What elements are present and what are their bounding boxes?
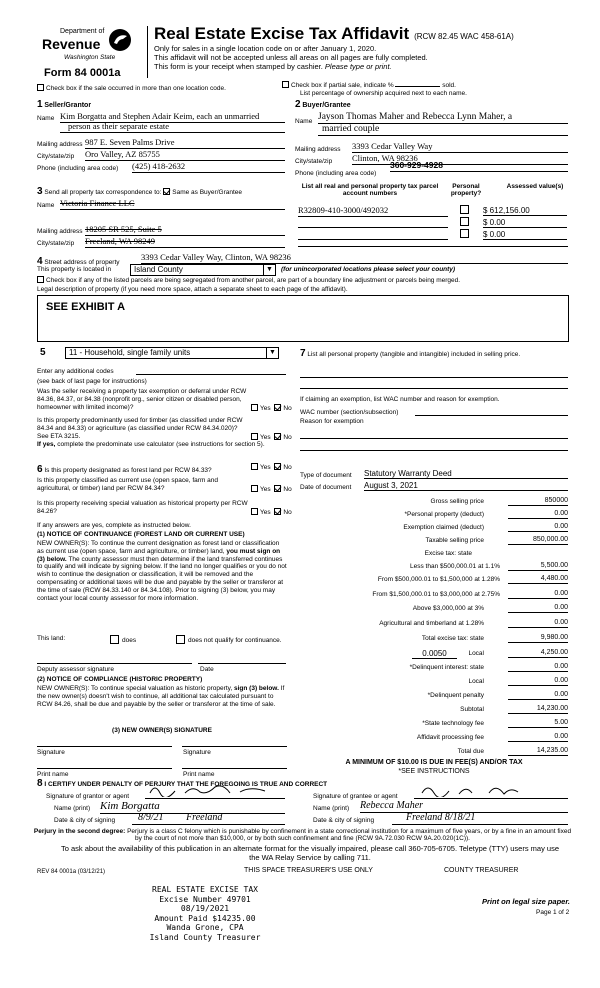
parcel-number-1[interactable]: R32809-410-3000/492032 (298, 206, 448, 217)
bracket1-label: Less than $500,000.01 at 1.1% (410, 563, 500, 570)
county-note: (for unincorporated locations please select your county) (281, 266, 456, 273)
corr-name[interactable]: Victoria Finance LLC (60, 199, 285, 210)
checkbox[interactable] (37, 84, 44, 91)
no-checkbox[interactable] (274, 433, 281, 440)
excise-state-label: Excise tax: state (424, 550, 472, 557)
taxable-label: Taxable selling price (425, 537, 484, 544)
personal-checkbox-1[interactable] (460, 205, 469, 214)
legal-description-box[interactable] (37, 295, 569, 342)
personal-col-header: Personal property? (450, 183, 482, 198)
q-exempt-answer[interactable]: Yes No (251, 404, 292, 412)
form-rcw: (RCW 82.45 WAC 458-61A) (414, 32, 514, 41)
buyer-name-label: Name (295, 118, 313, 125)
section7-heading: 7 List all personal property (tangible and intangible) included in selling price. (300, 348, 521, 359)
ag-value[interactable]: 0.00 (508, 619, 568, 628)
treasurer-stamp: REAL ESTATE EXCISE TAX Excise Number 49701 08/19/2021 Amount Paid $14235.00 Wanda Grone, CPA Island County Treasurer (149, 885, 261, 942)
bracket2-label: From $500,000.01 to $1,500,000 at 1.28% (377, 576, 500, 583)
revenue-logo-icon (108, 28, 132, 52)
seller-heading: 1 Seller/Grantor (37, 99, 92, 110)
grantor-sig-label: Signature of grantor or agent (46, 793, 130, 800)
doc-type-label: Type of document (300, 472, 352, 479)
form-number: Form 84 0001a (44, 67, 121, 79)
buyer-mailing-label: Mailing address (295, 146, 341, 153)
taxable-value[interactable]: 850,000.00 (508, 536, 568, 545)
multi-location-check[interactable]: Check box if the sale occurred in more than one location code. (37, 84, 226, 92)
exemption-label: Exemption claimed (deduct) (403, 524, 484, 531)
deputy-date-label: Date (200, 666, 214, 673)
header-note1: Only for sales in a single location code on or after January 1, 2020. (154, 44, 377, 53)
corr-city[interactable]: Freeland, WA 98249 (85, 237, 285, 248)
correspondence-heading: 3 Send all property tax correspondence to: Same as Buyer/Grantee (37, 186, 242, 197)
seller-city-label: City/state/zip (37, 153, 75, 160)
seller-phone-label: Phone (including area code) (37, 165, 119, 172)
doc-type[interactable]: Statutory Warranty Deed (364, 469, 568, 479)
grantee-signature-scribble (414, 783, 568, 797)
local-rate[interactable]: 0.0050 (412, 649, 457, 659)
seller-city[interactable]: Oro Valley, AZ 85755 (85, 150, 285, 161)
grantee-date-label: Date & city of signing (313, 817, 375, 824)
deputy-sig-label: Deputy assessor signature (37, 666, 114, 673)
if-any-note: If any answers are yes, complete as instructed below. (37, 522, 191, 529)
owner-sig-label-2: Signature (183, 749, 211, 756)
q-timber: Is this property predominantly used for timber (as classified under RCW 84.34 and 84.33) or agriculture (as classified under RCW 84.34.020)? See ETA 3215. (37, 417, 243, 440)
street-label: 4 Street address of property (37, 256, 120, 267)
chevron-down-icon[interactable]: ▼ (266, 348, 278, 358)
grantor-name[interactable]: Kim Borgatta (100, 800, 285, 814)
county-treasurer: COUNTY TREASURER (444, 867, 519, 874)
section5-num: 5 (40, 347, 46, 358)
reason-label: Reason for exemption (300, 418, 364, 425)
gross-value[interactable]: 850000 (508, 497, 568, 506)
bracket1-value[interactable]: 5,500.00 (508, 562, 568, 571)
yes-checkbox[interactable] (251, 433, 258, 440)
notice2-title: (2) NOTICE OF COMPLIANCE (HISTORIC PROPERTY) (37, 676, 203, 683)
q-historic: Is this property receiving special valuation as historical property per RCW 84.26? (37, 500, 248, 515)
treasurer-use: THIS SPACE TREASURER'S USE ONLY (244, 867, 373, 874)
total-due-label: Total due (457, 748, 484, 755)
buyer-city[interactable]: Clinton, WA 98236 (352, 154, 568, 165)
yes-checkbox[interactable] (251, 463, 258, 470)
local-value[interactable]: 4,250.00 (508, 649, 568, 658)
delinq-local-value[interactable]: 0.00 (508, 677, 568, 686)
delinq-state-value[interactable]: 0.00 (508, 663, 568, 672)
form-title-row (154, 24, 514, 44)
total-state-value[interactable]: 9,980.00 (508, 634, 568, 643)
section8-heading: 8 I CERTIFY UNDER PENALTY OF PERJURY THAT THE FOREGOING IS TRUE AND CORRECT (37, 778, 328, 789)
delinq-state-label: *Delinquent interest: state (409, 664, 484, 671)
parcel-number-2[interactable] (298, 218, 448, 228)
new-owner-sig-heading: (3) NEW OWNER(S) SIGNATURE (112, 727, 212, 734)
buyer-name-line1[interactable]: Jayson Thomas Maher and Rebecca Lynn Maher, a (318, 112, 568, 124)
grantor-date-city[interactable]: 8/9/21 Freeland (132, 812, 285, 825)
grantor-date-label: Date & city of signing (54, 817, 116, 824)
dept-line3: Washington State (64, 54, 116, 61)
yes-checkbox[interactable] (251, 485, 258, 492)
gross-label: Gross selling price (430, 498, 484, 505)
q-forest: 6 Is this property designated as forest land per RCW 84.33? (37, 464, 212, 475)
no-checkbox[interactable] (274, 404, 281, 411)
partial-sale-check[interactable]: Check box if partial sale, indicate % sold. (282, 81, 456, 89)
chevron-down-icon[interactable]: ▼ (263, 265, 275, 275)
owner-print-label-2: Print name (183, 771, 215, 778)
bracket4-value[interactable]: 0.00 (508, 604, 568, 613)
no-checkbox[interactable] (274, 485, 281, 492)
does-not-option[interactable]: does not qualify for continuance. (176, 635, 286, 644)
seller-mailing[interactable]: 987 E. Seven Palms Drive (85, 138, 285, 149)
form-title: Real Estate Excise Tax Affidavit (154, 24, 410, 43)
ownership-note: List percentage of ownership acquired next to each name. (300, 90, 467, 97)
q-historic-answer[interactable]: Yes No (251, 508, 292, 516)
penalty-label: *Delinquent penalty (427, 692, 484, 699)
notice1-body: NEW OWNER(S): To continue the current designation as forest land or classification as current use (open space, farm and agriculture, or timber) land, you must sign on (3) below. The county assessor must then determine if the land transferred continues to qualify and will indicate by signing below. If the land no longer qualifies or you do not wish to continue the designation or classification, it will be removed and the compensating or additional taxes will be due and payable by the seller or transferor at the time of sale (RCW 84.33.140 or 84.34.108). Prior to signing (3) below, you may contact your local county assessor for more information. (37, 540, 287, 602)
personal-value[interactable]: 0.00 (508, 510, 568, 519)
header-note3: This form is your receipt when stamped by cashier. Please type or print. (154, 62, 392, 71)
assessed-value-2[interactable]: $ 0.00 (483, 218, 567, 228)
see-back-note: (see back of last page for instructions) (37, 378, 147, 385)
legal-description: SEE EXHIBIT A (46, 301, 126, 313)
notice2-body: NEW OWNER(S): To continue special valuation as historic property, sign (3) below. If the new owner(s) doesn't wish to continue, all additional tax calculated pursuant to RCW 84.26, shall be due and payable by the seller or transferor at the time of sale. (37, 685, 285, 708)
corr-city-label: City/state/zip (37, 240, 75, 247)
dept-line1: Department of (60, 28, 105, 35)
grantee-name[interactable]: Rebecca Maher (360, 800, 568, 813)
rev-number: REV 84 0001a (03/12/21) (37, 869, 106, 875)
county-select[interactable]: Island County ▼ (130, 264, 276, 276)
owner-print-label-1: Print name (37, 771, 69, 778)
corr-mailing[interactable]: 18205 SR 525, Suite 5 (85, 225, 285, 236)
grantee-name-label: Name (print) (313, 805, 350, 812)
buyer-phone-label: Phone (including area code) (295, 170, 377, 177)
tech-fee-label: *State technology fee (422, 720, 484, 727)
buyer-mailing[interactable]: 3393 Cedar Valley Way (352, 142, 568, 153)
grantor-signature[interactable] (145, 789, 285, 799)
checkbox[interactable] (282, 81, 289, 88)
affidavit-fee-label: Affidavit processing fee (416, 734, 484, 741)
yes-checkbox[interactable] (251, 508, 258, 515)
grantee-sig-label: Signature of grantee or agent (313, 793, 398, 800)
subtotal-label: Subtotal (460, 706, 484, 713)
checkbox[interactable] (37, 276, 44, 283)
grantor-name-label: Name (print) (54, 805, 91, 812)
no-checkbox[interactable] (274, 508, 281, 515)
q-exempt: Was the seller receiving a property tax exemption or deferral under RCW 84.36, 84.37, or 84.38 (nonprofit org., senior citizen or disabled person, homeowner with limited income)? (37, 388, 247, 411)
seller-name-line2[interactable]: person as their separate estate (60, 122, 285, 133)
perjury-notice: Perjury in the second degree: Perjury is a class C felony which is punishable by confinement in a state correctional institution for a maximum of five years, or by a fine in an amount fixed by the court of not more than $10,000, or by both such confinement and fine (RCW 9A.72.030 RCW 9A.20.020(1C)). (33, 828, 572, 843)
assessed-value-1[interactable]: $ 612,156.00 (483, 206, 567, 216)
buyer-phone[interactable]: 360-929-4928 (390, 161, 568, 172)
q-current-answer[interactable]: Yes No (251, 485, 292, 493)
corr-name-label: Name (37, 202, 55, 209)
ag-label: Agricultural and timberland at 1.28% (379, 620, 484, 627)
wac-label: WAC number (section/subsection) (300, 409, 399, 416)
owner-sig-label-1: Signature (37, 749, 65, 756)
assessed-col-header: Assessed value(s) (506, 183, 564, 190)
does-checkbox[interactable] (110, 635, 119, 644)
affidavit-fee-value[interactable]: 0.00 (508, 733, 568, 742)
department-logo (38, 28, 138, 68)
exemption-value[interactable]: 0.00 (508, 523, 568, 532)
bracket2-value[interactable]: 4,480.00 (508, 575, 568, 584)
tech-fee-value[interactable]: 5.00 (508, 719, 568, 728)
bracket4-label: Above $3,000,000 at 3% (412, 605, 484, 612)
bracket3-value[interactable]: 0.00 (508, 590, 568, 599)
does-option[interactable]: does (110, 635, 136, 644)
property-street[interactable]: 3393 Cedar Valley Way, Clinton, WA 98236 (141, 253, 568, 264)
same-as-buyer-checkbox[interactable] (163, 188, 170, 195)
total-due-value[interactable]: 14,235.00 (508, 747, 568, 756)
if-yes-note: If yes, complete the predominate use calculator (see instructions for section 5). (37, 441, 265, 448)
additional-codes-field[interactable] (136, 367, 286, 375)
personal-checkbox-2[interactable] (460, 217, 469, 226)
parcel-number-3[interactable] (298, 230, 448, 240)
doc-date[interactable]: August 3, 2021 (364, 481, 568, 491)
segregated-check[interactable]: Check box if any of the listed parcels are being segregated from another parcel, are part of a boundary line adjustment or parcels being merged. (37, 276, 460, 284)
grantee-date-city[interactable]: Freeland 8/18/21 (392, 812, 568, 825)
yes-checkbox[interactable] (251, 404, 258, 411)
seller-mailing-label: Mailing address (37, 141, 83, 148)
seller-name-line1[interactable]: Kim Borgatta and Stephen Adair Keim, each an unmarried (60, 112, 285, 123)
buyer-city-label: City/state/zip (295, 158, 333, 165)
this-land-row: This land: (37, 635, 66, 642)
does-not-checkbox[interactable] (176, 635, 185, 644)
buyer-name-line2[interactable]: married couple (318, 124, 568, 136)
bracket3-label: From $1,500,000.01 to $3,000,000 at 2.75% (372, 591, 500, 598)
q-current: Is this property classified as current use (open space, farm and agricultural, or timber) land per RCW 84.34? (37, 477, 219, 492)
legal-label: Legal description of property (if you need more space, attach a separate sheet to each page of the affidavit). (37, 286, 348, 293)
doc-date-label: Date of document (300, 484, 352, 491)
legal-paper-note: Print on legal size paper. (482, 897, 570, 906)
dept-line2: Revenue (42, 36, 101, 52)
grantor-signature-scribble (145, 783, 285, 797)
seller-name-label: Name (37, 115, 55, 122)
notice1-title: (1) NOTICE OF CONTINUANCE (FOREST LAND OR CURRENT USE) (37, 531, 245, 538)
seller-phone[interactable]: (425) 418-2632 (132, 162, 285, 173)
wac-field[interactable] (415, 408, 568, 416)
delinq-local-label: Local (468, 678, 484, 685)
no-checkbox[interactable] (274, 463, 281, 470)
total-state-label: Total excise tax: state (421, 635, 484, 642)
q-forest-answer[interactable]: Yes No (251, 463, 292, 471)
assessed-value-3[interactable]: $ 0.00 (483, 230, 567, 240)
relay-notice: To ask about the availability of this publication in an alternate format for the visually impaired, please call 360-705-6705. Teletype (TTY) users may use the WA Relay Service by calling 711. (60, 844, 560, 862)
q-timber-answer[interactable]: Yes No (251, 433, 292, 441)
personal-checkbox-3[interactable] (460, 229, 469, 238)
penalty-value[interactable]: 0.00 (508, 691, 568, 700)
subtotal-value[interactable]: 14,230.00 (508, 705, 568, 714)
minimum-note: A MINIMUM OF $10.00 IS DUE IN FEE(S) AND/OR TAX (345, 759, 523, 766)
corr-mailing-label: Mailing address (37, 228, 83, 235)
local-label: Local (468, 650, 484, 657)
grantee-signature[interactable] (414, 789, 568, 799)
header-note2: This affidavit will not be accepted unless all areas on all pages are fully completed. (154, 53, 428, 62)
page-number: Page 1 of 2 (536, 909, 570, 916)
buyer-heading: 2 Buyer/Grantee (295, 99, 351, 110)
personal-label: *Personal property (deduct) (404, 511, 484, 518)
see-instructions: *SEE INSTRUCTIONS (398, 768, 470, 775)
use-code-select[interactable]: 11 - Household, single family units ▼ (65, 347, 279, 359)
exemption-note: If claiming an exemption, list WAC number and reason for exemption. (300, 396, 500, 403)
enter-codes-label: Enter any additional codes (37, 368, 114, 375)
located-label: This property is located in (37, 266, 112, 273)
parcel-col-header: List all real and personal property tax parcel account numbers (301, 183, 439, 198)
